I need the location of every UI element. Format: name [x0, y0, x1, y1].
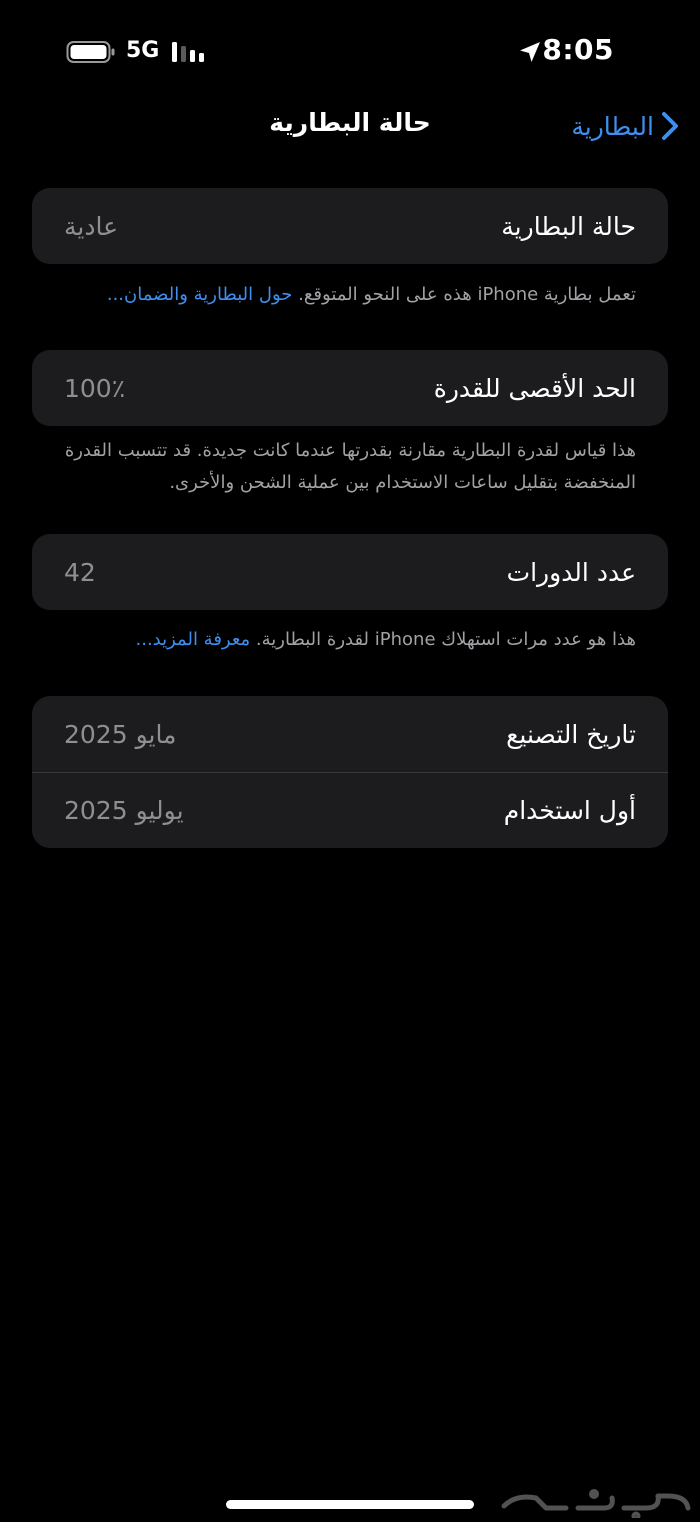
first-use-label: أول استخدام: [503, 795, 636, 825]
status-time: 8:05: [542, 33, 614, 66]
navigation-bar: [0, 100, 700, 150]
back-button[interactable]: [571, 106, 680, 146]
signal-icon: [170, 40, 206, 64]
learn-more-link[interactable]: معرفة المزيد...: [135, 629, 251, 650]
battery-dates-group: [32, 696, 668, 848]
battery-health-note: تعمل بطارية iPhone هذه على النحو المتوقع.: [298, 284, 636, 305]
cycle-count-value: 42: [64, 557, 96, 587]
battery-health-label: حالة البطارية: [501, 211, 636, 241]
battery-health-group: [32, 188, 668, 264]
battery-icon: [66, 40, 116, 64]
manufacture-date-value: مايو 2025: [64, 719, 177, 749]
status-bar: [0, 0, 700, 100]
battery-health-footnote: [64, 279, 636, 311]
first-use-row: [32, 772, 668, 848]
first-use-value: يوليو 2025: [64, 795, 184, 825]
maximum-capacity-footnote: [64, 435, 636, 499]
maximum-capacity-group: [32, 350, 668, 426]
cycle-count-group: [32, 534, 668, 610]
maximum-capacity-label: الحد الأقصى للقدرة: [433, 373, 636, 403]
battery-health-row: [32, 188, 668, 264]
battery-health-value: عادية: [64, 211, 119, 241]
manufacture-date-row: [32, 696, 668, 772]
page-title: حالة البطارية: [269, 108, 431, 137]
watermark-logo: [496, 1486, 696, 1518]
maximum-capacity-note: هذا قياس لقدرة البطارية مقارنة بقدرتها عندما كانت جديدة. قد تتسبب القدرة المنخفضة بتقليل ساعات الاستخدام بين عملية الشحن والأخرى.: [64, 440, 636, 493]
battery-warranty-link[interactable]: حول البطارية والضمان...: [106, 284, 293, 305]
maximum-capacity-row: [32, 350, 668, 426]
cycle-count-footnote: [64, 624, 636, 656]
cycle-count-note: هذا هو عدد مرات استهلاك iPhone لقدرة البطارية.: [255, 629, 636, 650]
maximum-capacity-value: 100٪: [64, 373, 126, 403]
cycle-count-label: عدد الدورات: [506, 557, 636, 587]
back-button-label: البطارية: [571, 111, 654, 141]
network-type-label: 5G: [126, 38, 160, 63]
home-indicator[interactable]: [226, 1500, 474, 1509]
location-arrow-icon: [518, 40, 542, 64]
cycle-count-row: [32, 534, 668, 610]
manufacture-date-label: تاريخ التصنيع: [506, 719, 636, 749]
chevron-right-icon: [660, 110, 680, 142]
